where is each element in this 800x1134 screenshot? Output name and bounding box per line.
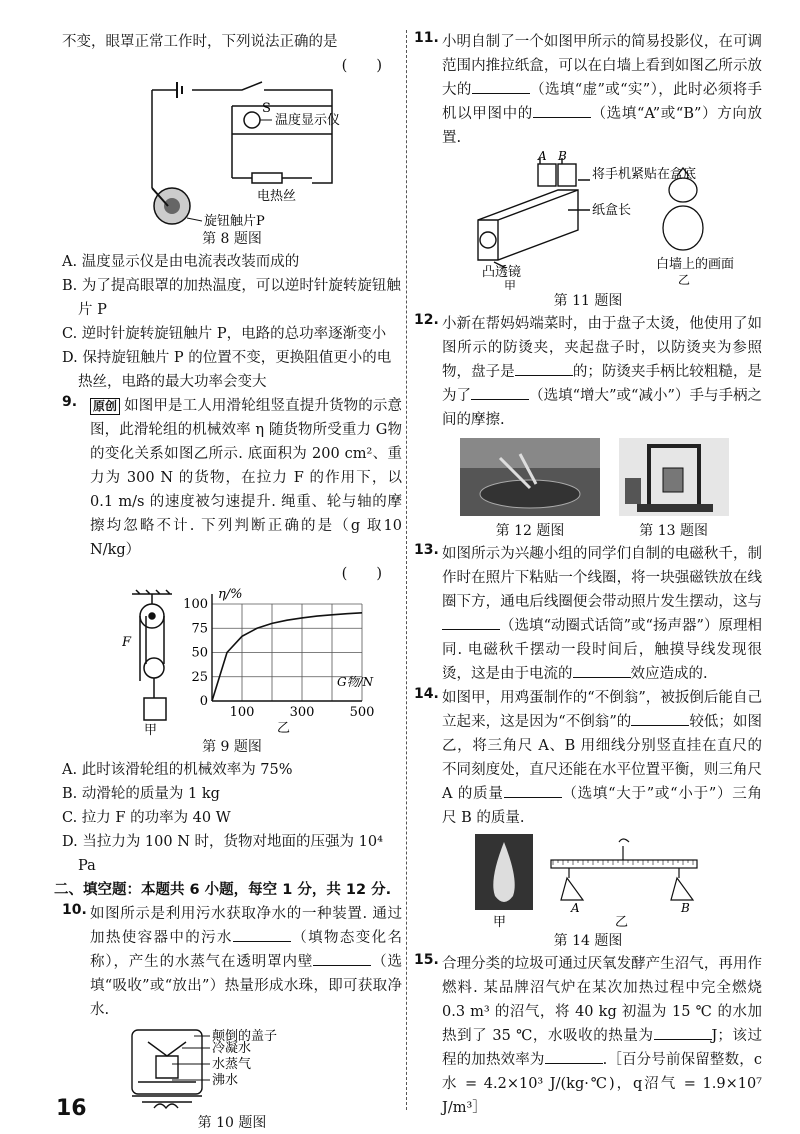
q9-number: 9. <box>62 394 78 410</box>
q14-number: 14. <box>414 686 439 702</box>
q15-text-3: .［百分号前保留整数，c水 = 4.2×10³ J/(kg·℃)，q沼气 = 1.9×10⁷ J/m³］ <box>442 1052 762 1116</box>
q8-option-d: D. 保持旋钮触片 P 的位置不变，更换阻值更小的电热丝，电路的最大功率会变大 <box>62 350 392 390</box>
q14-blank-2[interactable] <box>504 783 562 798</box>
q10-label-boil: 沸水 <box>212 1073 239 1088</box>
q13-caption: 第 13 题图 <box>639 523 708 539</box>
q10-text-1: 如图所示是利用污水获取净水的一种装置. 通过加热使容器中的污水 <box>90 906 402 946</box>
q9-label-jia: 甲 <box>144 723 158 736</box>
q8-label-s: S <box>262 101 271 116</box>
q8-label-knob: 旋钮触片P <box>204 214 265 228</box>
q15-text-2: J；该过程的加热效率为 <box>442 1028 763 1068</box>
right-column <box>414 30 762 1120</box>
pulley-figure <box>122 586 182 736</box>
q13-text-2: （选填“动圈式话筒”或“扬声器”）原理相同. 电磁秋千摆动一段时间后，触摸导线发现很烫，这是由于电流的 <box>442 618 762 682</box>
q10-text-3: （选填“吸收”或“放出”）热量形成水珠，即可获取净水. <box>90 954 403 1018</box>
question-15 <box>414 952 762 1120</box>
q10-distiller-figure <box>102 1022 362 1112</box>
q11-label-a: A <box>538 150 547 163</box>
q8-answer-paren: ( ) <box>341 58 382 74</box>
q9-caption: 第 9 题图 <box>202 739 262 755</box>
q8-option-c: C. 逆时针旋转旋钮触片 P，电路的总功率逐渐变小 <box>62 326 387 342</box>
q14-caption: 第 14 题图 <box>553 933 623 949</box>
q10-blank-2[interactable] <box>313 951 371 966</box>
q14-label-yi: 乙 <box>615 915 629 930</box>
q14-label-a: A <box>571 901 580 915</box>
q13-photo <box>619 438 729 516</box>
q14-text-3: （选填“大于”或“小于”）三角尺 B 的质量. <box>442 786 762 826</box>
q15-text-1: 合理分类的垃圾可通过厌氧发酵产生沼气，再用作燃料. 某品牌沼气炉在某次加热过程中完全燃烧 0.3 m³ 的沼气，将 40 kg 初温为 15 ℃ 的水加热到了 35 ℃，水吸收的热量为 <box>442 956 762 1044</box>
y-tick-label: 100 <box>183 597 208 612</box>
q8-label-display: 温度显示仪 <box>275 113 341 128</box>
q13-text-3: 效应造成的. <box>630 666 708 682</box>
efficiency-chart <box>182 586 382 736</box>
q9-option-d: D. 当拉力为 100 N 时，货物对地面的压强为 10⁴ Pa <box>62 834 383 874</box>
q12-text-1: 小新在帮妈妈端菜时，由于盘子太烫，他使用了如图所示的防烫夹，夹起盘子时，以防烫夹为参照物，盘子是 <box>442 316 762 380</box>
q10-label-cond: 冷凝水 <box>212 1041 252 1056</box>
q14-blank-1[interactable] <box>631 711 689 726</box>
q9-label-f: F <box>122 635 132 650</box>
column-divider <box>406 30 407 1110</box>
x-axis-label: G物/N <box>337 675 374 689</box>
q8-option-a: A. 温度显示仪是由电流表改装而成的 <box>62 254 300 270</box>
q11-label-yi: 乙 <box>678 273 691 287</box>
question-11 <box>414 30 762 150</box>
q15-number: 15. <box>414 952 439 968</box>
y-tick-label: 50 <box>191 645 208 661</box>
q11-blank-2[interactable] <box>533 103 591 118</box>
q10-blank-1[interactable] <box>233 927 291 942</box>
q8-label-wire: 电热丝 <box>257 189 297 204</box>
q9-answer-paren: ( ) <box>341 566 382 582</box>
q12-blank-1[interactable] <box>515 361 573 376</box>
q11-projector-figure <box>428 150 748 290</box>
question-12 <box>414 312 762 432</box>
q11-label-phone: 将手机紧贴在盒底 <box>592 167 697 182</box>
q11-text-1: 小明自制了一个如图甲所示的简易投影仪，在可调范围内推拉纸盒，可以在白墙上看到如图乙所示放大的 <box>442 34 762 98</box>
q12-text-3: （选填“增大”或“减小”）手与手柄之间的摩擦. <box>442 388 763 428</box>
q10-label-steam: 水蒸气 <box>212 1057 252 1072</box>
q12-text-2: 的；防烫夹手柄比较粗糙，是为了 <box>442 364 763 404</box>
q14-text-1: 如图甲，用鸡蛋制作的“不倒翁”，被扳倒后能自己立起来，这是因为“不倒翁”的 <box>442 690 762 730</box>
q11-text-3: （选填“A”或“B”）方向放置. <box>442 106 763 146</box>
q8-circuit-figure <box>82 78 382 228</box>
q12-photo-block <box>460 438 600 542</box>
q15-blank-2[interactable] <box>545 1049 603 1064</box>
q14-figures <box>473 830 703 930</box>
q10-caption: 第 10 题图 <box>197 1115 267 1131</box>
q12-blank-2[interactable] <box>471 385 529 400</box>
q8-option-b: B. 为了提高眼罩的加热温度，可以逆时针旋转旋钮触片 P <box>62 278 401 318</box>
q8-tail: 不变，眼罩正常工作时，下列说法正确的是 <box>62 34 338 50</box>
q9-label-yi: 乙 <box>277 721 291 736</box>
q11-number: 11. <box>414 30 439 46</box>
q13-number: 13. <box>414 542 439 558</box>
q10-text-2: （填物态变化名称），产生的水蒸气在透明罩内壁 <box>90 930 402 970</box>
q11-label-jia: 甲 <box>504 279 517 290</box>
x-tick-label: 100 <box>229 705 255 720</box>
y-tick-label: 25 <box>191 669 208 685</box>
q11-caption: 第 11 题图 <box>553 293 623 309</box>
q11-label-wall: 白墙上的画面 <box>656 257 735 272</box>
q12-number: 12. <box>414 312 439 328</box>
q11-text-2: （选填“虚”或“实”），此时必须将手机以甲图中的 <box>442 82 763 122</box>
q9-option-c: C. 拉力 F 的功率为 40 W <box>62 810 231 826</box>
q9-figures <box>62 586 402 736</box>
q12-q13-photos <box>414 438 762 542</box>
q14-text-2: 较低；如图乙，将三角尺 A、B 用细线分别竖直挂在直尺的不同刻度处，直尺还能在水平位置平衡，则三角尺 A 的质量 <box>442 714 763 802</box>
y-tick-label: 0 <box>199 694 208 709</box>
question-14 <box>414 686 762 830</box>
q14-label-b: B <box>681 901 690 915</box>
q11-label-box: 纸盒长 <box>592 203 632 218</box>
x-tick-label: 500 <box>349 705 375 720</box>
q10-label-lid: 颠倒的盖子 <box>212 1029 278 1044</box>
q9-option-b: B. 动滑轮的质量为 1 kg <box>62 786 220 802</box>
y-axis-label: η/% <box>218 587 243 602</box>
q12-caption: 第 12 题图 <box>495 523 565 539</box>
question-9 <box>62 394 402 562</box>
question-13 <box>414 542 762 686</box>
original-badge: 原创 <box>90 398 120 415</box>
section-heading-fill-in: 二、填空题：本题共 6 小题，每空 1 分，共 12 分. <box>54 882 392 898</box>
q8-caption: 第 8 题图 <box>202 231 262 247</box>
y-tick-label: 75 <box>191 621 208 637</box>
q13-blank-1[interactable] <box>442 615 500 630</box>
q9-text: 如图甲是工人用滑轮组竖直提升货物的示意图，此滑轮组的机械效率 η 随货物所受重力 G物 的变化关系如图乙所示. 底面积为 200 cm²、重力为 300 N 的货物，在拉力 F 的作用下，以 0.1 m/s 的速度被匀速提升. 绳重、轮与轴的摩擦均忽略不计. 下列判断正确的是（g 取10 N/kg） <box>90 398 402 558</box>
q14-label-jia: 甲 <box>493 915 507 930</box>
q11-blank-1[interactable] <box>472 79 530 94</box>
q11-label-lens: 凸透镜 <box>482 265 522 280</box>
q15-blank-1[interactable] <box>654 1025 712 1040</box>
x-tick-label: 300 <box>289 705 315 720</box>
q13-photo-block <box>619 438 729 542</box>
q11-label-b: B <box>558 150 567 163</box>
q9-option-a: A. 此时该滑轮组的机械效率为 75% <box>62 762 293 778</box>
q13-blank-2[interactable] <box>573 663 631 678</box>
question-10 <box>62 902 402 1022</box>
q13-text-1: 如图所示为兴趣小组的同学们自制的电磁秋千，制作时在照片下粘贴一个线圈，将一块强磁铁放在线圈下方，通电后线圈便会带动照片发生摆动，这与 <box>442 546 762 610</box>
q12-photo <box>460 438 600 516</box>
left-column <box>54 30 403 1134</box>
page-number: 16 <box>56 1096 87 1121</box>
q10-number: 10. <box>62 902 87 918</box>
